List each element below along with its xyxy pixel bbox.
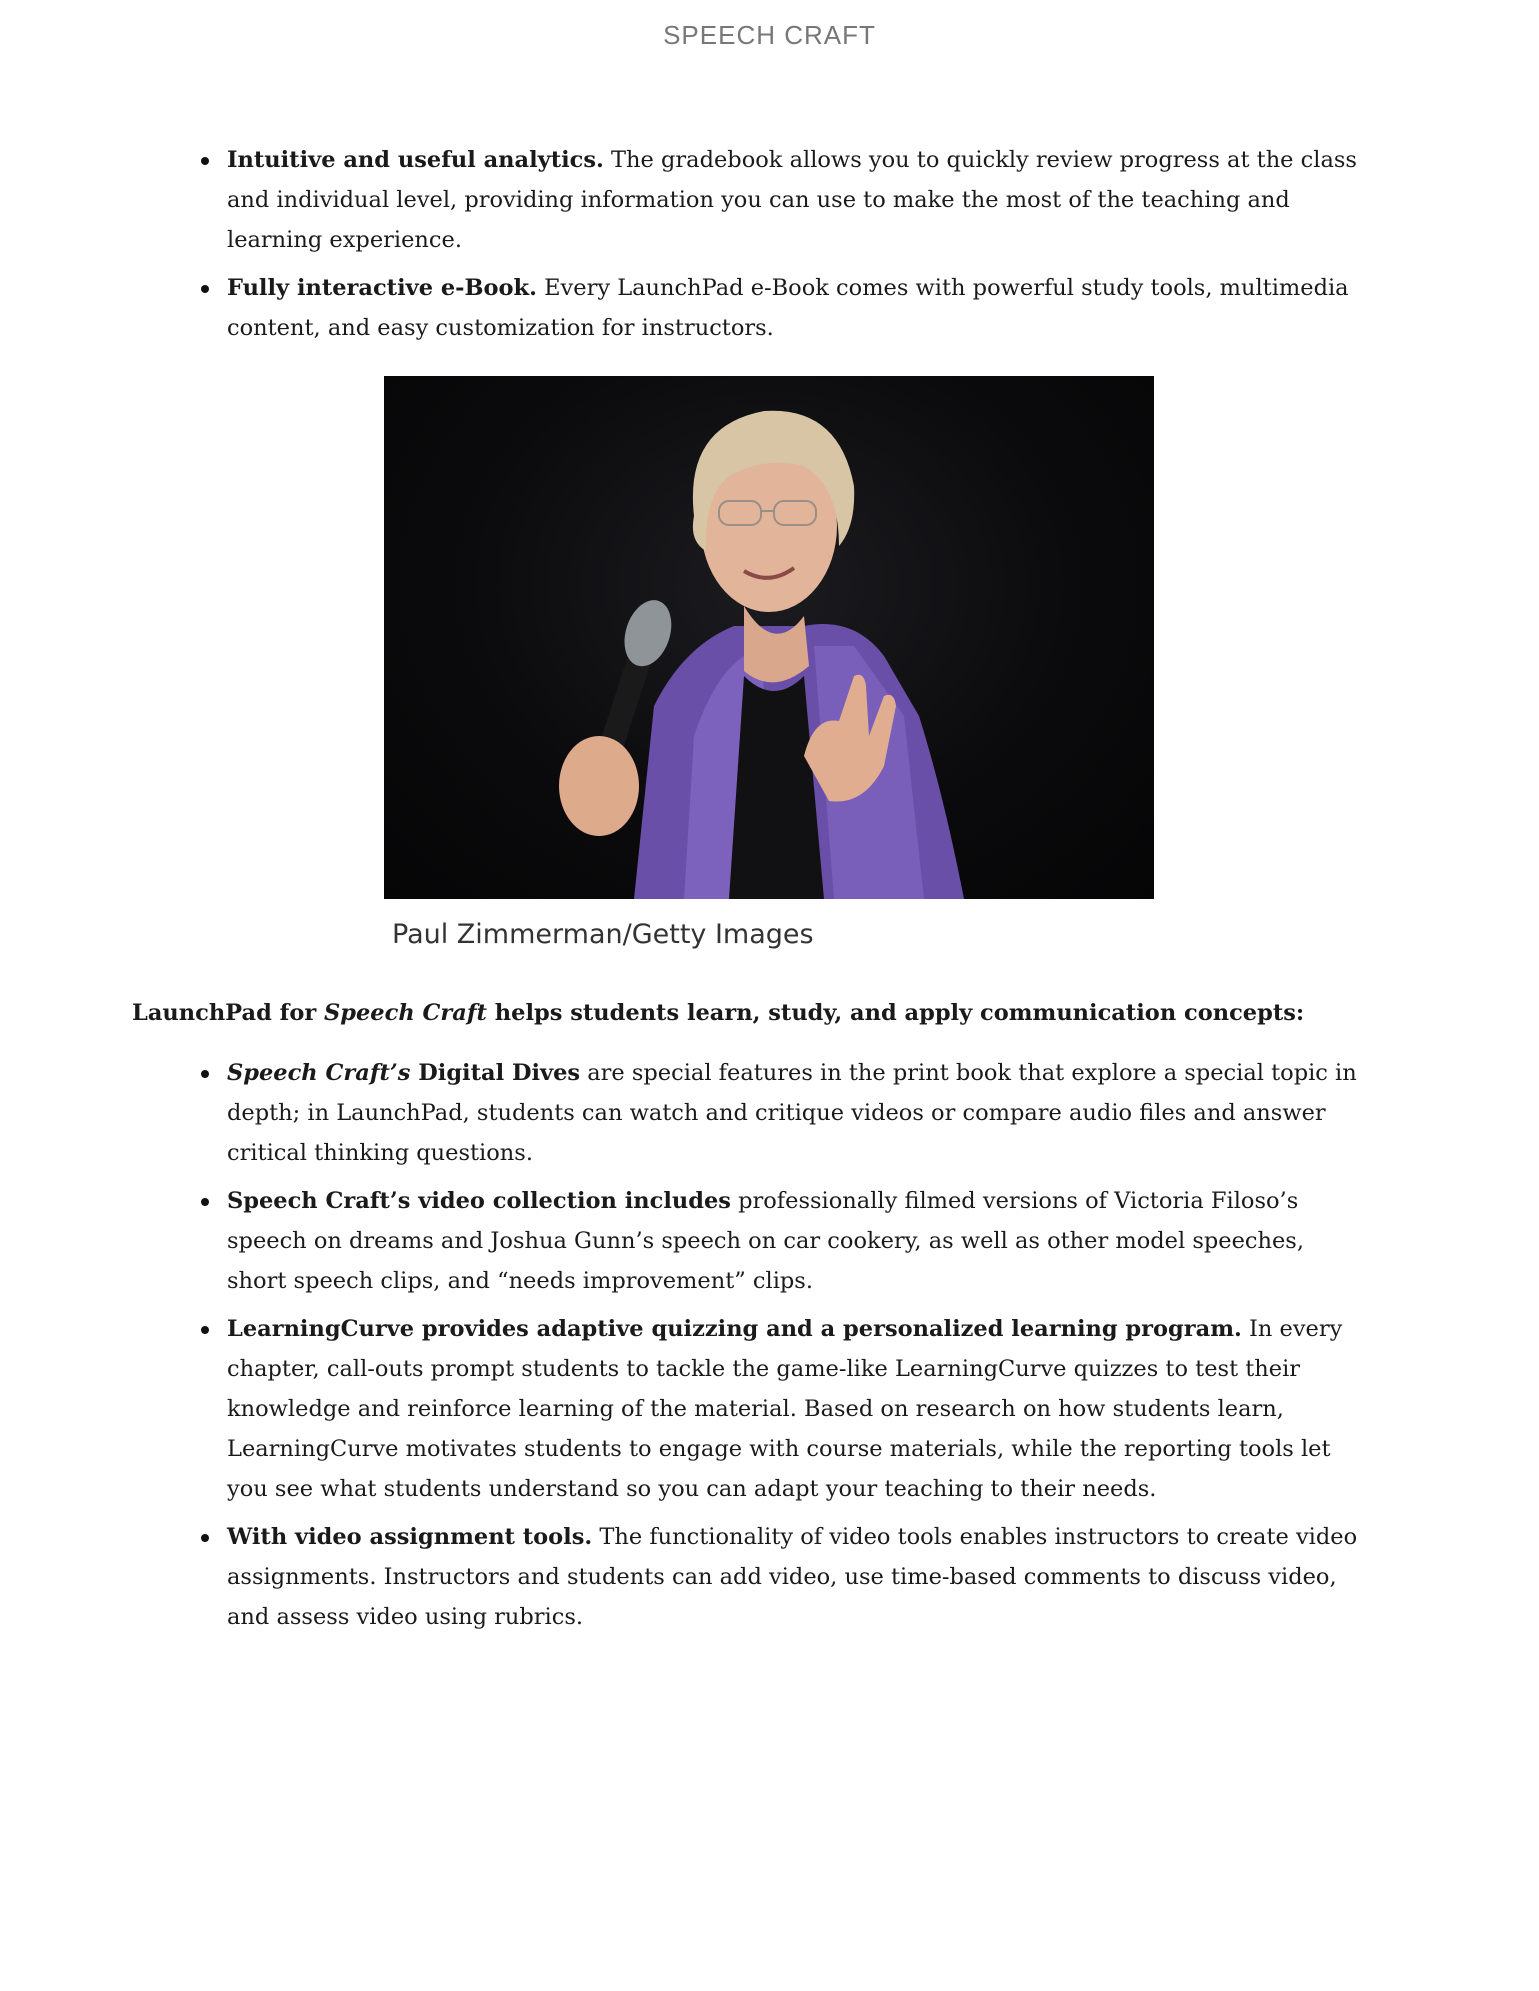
list-item-lead: LearningCurve provides adaptive quizzing and a personalized learning program. bbox=[227, 1316, 1242, 1342]
list-item-text: Every LaunchPad e-Book comes with powerful study tools, multimedia content, and easy customization for instructors. bbox=[227, 275, 1349, 341]
list-item bbox=[179, 1181, 1359, 1301]
section-intro bbox=[132, 993, 1359, 1033]
list-item-lead: Speech Craft’s video collection includes bbox=[227, 1188, 731, 1214]
list-item-lead-rest: Digital Dives bbox=[410, 1060, 581, 1086]
list-item-text: In every chapter, call-outs prompt students to tackle the game-like LearningCurve quizzes to test their knowledge and reinforce learning of the material. Based on research on how students learn, LearningCurve motivates students to engage with course materials, while the reporting tools let you see what students understand so you can adapt your teaching to their needs. bbox=[227, 1316, 1343, 1502]
page-content bbox=[132, 140, 1359, 1645]
list-item bbox=[179, 1517, 1359, 1637]
list-item-lead: Fully interactive e-Book. bbox=[227, 275, 537, 301]
list-item-text: The functionality of video tools enables instructors to create video assignments. Instructors and students can add video, use time-based comments to discuss video, and assess video using rubrics. bbox=[227, 1524, 1358, 1630]
running-head: SPEECH CRAFT bbox=[663, 20, 876, 50]
list-item-lead-italic: Speech Craft’s bbox=[227, 1060, 411, 1086]
speaker-illustration bbox=[384, 376, 1154, 899]
list-item-text: The gradebook allows you to quickly review progress at the class and individual level, providing information you can use to make the most of the teaching and learning experience. bbox=[227, 147, 1357, 253]
list-item-text: are special features in the print book that explore a special topic in depth; in LaunchPad, students can watch and critique videos or compare audio files and answer critical thinking questions. bbox=[227, 1060, 1357, 1166]
list-item bbox=[179, 1309, 1359, 1509]
feature-list-bottom bbox=[179, 1053, 1359, 1637]
photo-credit: Paul Zimmerman/Getty Images bbox=[392, 919, 814, 950]
intro-text: helps students learn, study, and apply communication concepts: bbox=[486, 1000, 1305, 1026]
list-item-text: professionally filmed versions of Victoria Filoso’s speech on dreams and Joshua Gunn’s speech on car cookery, as well as other model speeches, short speech clips, and “needs improvement” clips. bbox=[227, 1188, 1305, 1294]
list-item bbox=[179, 268, 1359, 348]
feature-list-top bbox=[179, 140, 1359, 348]
intro-text: LaunchPad for bbox=[132, 1000, 325, 1026]
speaker-photo bbox=[384, 376, 1154, 899]
list-item-lead bbox=[227, 1060, 580, 1086]
intro-title: Speech Craft bbox=[324, 1000, 487, 1026]
photo-figure bbox=[384, 376, 1154, 953]
list-item bbox=[179, 140, 1359, 260]
list-item-lead: Intuitive and useful analytics. bbox=[227, 147, 604, 173]
list-item-lead: With video assignment tools. bbox=[227, 1524, 593, 1550]
list-item bbox=[179, 1053, 1359, 1173]
